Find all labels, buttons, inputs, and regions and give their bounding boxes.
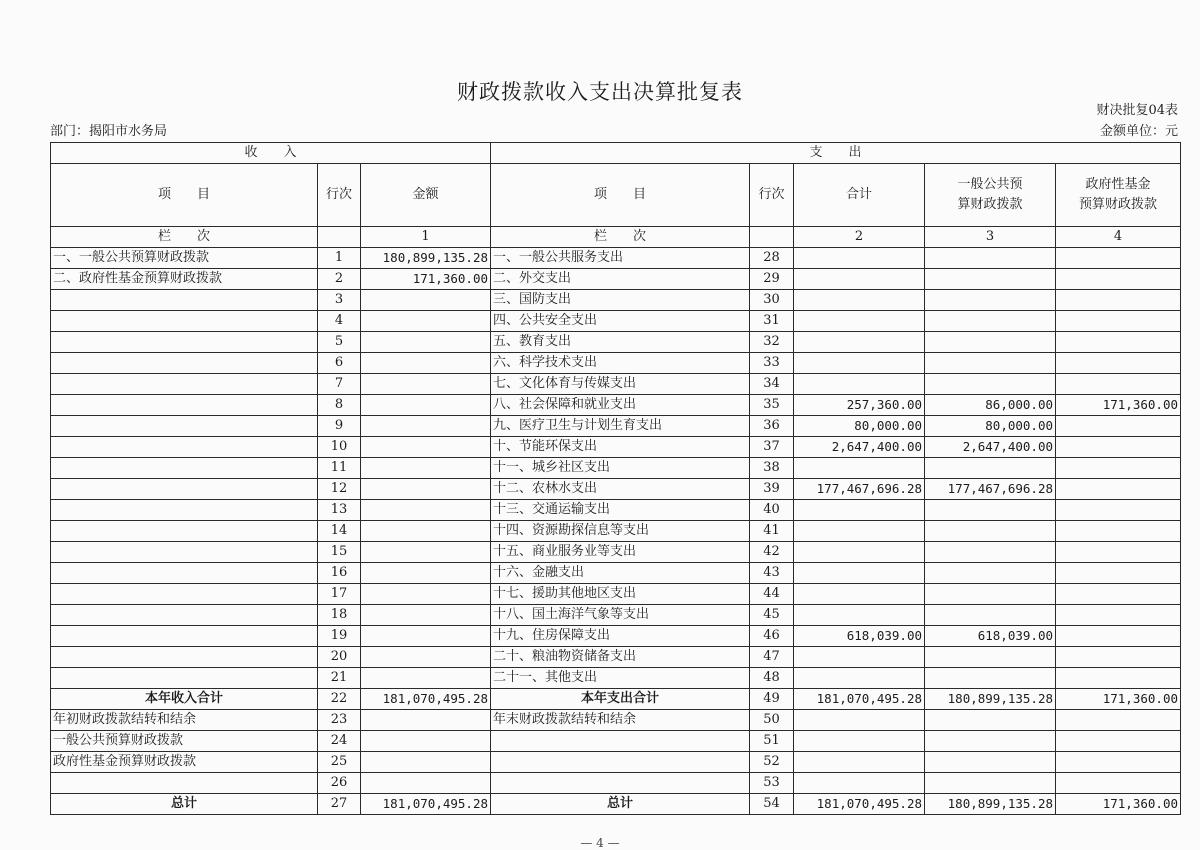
expense-item-cell: 六、科学技术支出: [491, 353, 750, 374]
expense-row-no-cell: 43: [750, 563, 794, 584]
expense-item-cell: 十五、商业服务业等支出: [491, 542, 750, 563]
expense-row-no-cell: 44: [750, 584, 794, 605]
general-budget-cell: [925, 563, 1056, 584]
expense-row-no-cell: 48: [750, 668, 794, 689]
table-row: [51, 269, 1181, 290]
expense-item-cell: 十八、国土海洋气象等支出: [491, 605, 750, 626]
page-number: — 4 —: [580, 836, 620, 850]
table-row: [51, 374, 1181, 395]
expense-total-cell: [794, 647, 925, 668]
expense-row-no-cell: 42: [750, 542, 794, 563]
expense-row-no-cell: 31: [750, 311, 794, 332]
income-col-index-blank: [318, 227, 361, 248]
expense-row-no-cell: 51: [750, 731, 794, 752]
income-item-cell: [51, 416, 318, 437]
expense-row-no-cell: 52: [750, 752, 794, 773]
fund-budget-cell: [1056, 458, 1181, 479]
income-row-no-cell: 13: [318, 500, 361, 521]
income-row-no-cell: 9: [318, 416, 361, 437]
expense-item-cell: [491, 752, 750, 773]
income-item-cell: [51, 542, 318, 563]
income-row-no-cell: 23: [318, 710, 361, 731]
section-header-row: [51, 143, 1181, 164]
general-budget-cell: [925, 668, 1056, 689]
income-amount-cell: [361, 458, 491, 479]
expense-total-cell: [794, 668, 925, 689]
page-title: 财政拨款收入支出决算批复表: [457, 80, 743, 104]
income-amount-cell: [361, 563, 491, 584]
general-budget-cell: 2,647,400.00: [925, 437, 1056, 458]
fund-budget-cell: [1056, 290, 1181, 311]
expense-total-cell: [794, 374, 925, 395]
general-budget-header: [925, 164, 1056, 227]
expense-total-cell: [794, 710, 925, 731]
income-row-no-cell: 5: [318, 332, 361, 353]
fund-budget-header-line1: 政府性基金: [1085, 177, 1151, 192]
income-item-cell: [51, 584, 318, 605]
fund-budget-cell: [1056, 542, 1181, 563]
table-row: [51, 668, 1181, 689]
income-item-header: 项 目: [51, 164, 318, 227]
general-budget-cell: [925, 374, 1056, 395]
general-budget-cell: [925, 458, 1056, 479]
col-index-3: 3: [925, 227, 1056, 248]
general-budget-cell: [925, 290, 1056, 311]
income-item-cell: [51, 395, 318, 416]
general-budget-cell: 180,899,135.28: [925, 794, 1056, 815]
income-item-cell: [51, 563, 318, 584]
expense-row-no-cell: 35: [750, 395, 794, 416]
col-index-2: 2: [794, 227, 925, 248]
expense-total-cell: 181,070,495.28: [794, 689, 925, 710]
fund-budget-cell: [1056, 605, 1181, 626]
income-row-no-cell: 1: [318, 248, 361, 269]
expense-total-cell: 257,360.00: [794, 395, 925, 416]
table-row: [51, 563, 1181, 584]
income-section-header: 收 入: [51, 143, 491, 164]
general-budget-cell: [925, 269, 1056, 290]
expense-item-cell: 二、外交支出: [491, 269, 750, 290]
general-budget-cell: [925, 605, 1056, 626]
expense-total-cell: 2,647,400.00: [794, 437, 925, 458]
general-budget-cell: [925, 773, 1056, 794]
income-item-cell: [51, 458, 318, 479]
table-row: [51, 437, 1181, 458]
expense-row-no-cell: 53: [750, 773, 794, 794]
income-row-no-cell: 6: [318, 353, 361, 374]
expense-row-no-cell: 34: [750, 374, 794, 395]
income-amount-cell: [361, 668, 491, 689]
expense-row-no-cell: 28: [750, 248, 794, 269]
expense-row-no-cell: 47: [750, 647, 794, 668]
income-item-cell: [51, 353, 318, 374]
income-amount-cell: [361, 773, 491, 794]
income-row-no-cell: 10: [318, 437, 361, 458]
general-budget-cell: [925, 710, 1056, 731]
expense-total-cell: [794, 752, 925, 773]
income-item-cell: [51, 479, 318, 500]
expense-item-header: 项 目: [491, 164, 750, 227]
expense-total-cell: [794, 521, 925, 542]
income-item-cell: [51, 332, 318, 353]
general-budget-cell: [925, 731, 1056, 752]
expense-total-cell: [794, 332, 925, 353]
fund-budget-header-line2: 预算财政拨款: [1078, 197, 1157, 212]
general-budget-cell: [925, 353, 1056, 374]
general-budget-cell: 177,467,696.28: [925, 479, 1056, 500]
general-budget-cell: 80,000.00: [925, 416, 1056, 437]
table-row: [51, 647, 1181, 668]
table-row: [51, 710, 1181, 731]
income-row-no-cell: 27: [318, 794, 361, 815]
general-budget-cell: [925, 500, 1056, 521]
income-amount-cell: [361, 416, 491, 437]
table-row: [51, 290, 1181, 311]
fund-budget-cell: 171,360.00: [1056, 395, 1181, 416]
general-budget-cell: 86,000.00: [925, 395, 1056, 416]
expense-item-cell: [491, 731, 750, 752]
table-row: [51, 416, 1181, 437]
income-item-cell: 本年收入合计: [51, 689, 318, 710]
income-amount-header: 金额: [361, 164, 491, 227]
income-amount-cell: [361, 542, 491, 563]
income-amount-cell: [361, 290, 491, 311]
expense-item-cell: 十、节能环保支出: [491, 437, 750, 458]
income-row-no-cell: 2: [318, 269, 361, 290]
income-row-no-cell: 19: [318, 626, 361, 647]
income-item-cell: [51, 668, 318, 689]
income-row-no-cell: 12: [318, 479, 361, 500]
expense-total-cell: [794, 311, 925, 332]
fund-budget-cell: [1056, 311, 1181, 332]
income-row-no-cell: 26: [318, 773, 361, 794]
expense-item-cell: 四、公共安全支出: [491, 311, 750, 332]
expense-row-no-cell: 37: [750, 437, 794, 458]
col-index-4: 4: [1056, 227, 1181, 248]
table-row: [51, 752, 1181, 773]
expense-col-index-blank: [750, 227, 794, 248]
general-budget-cell: [925, 248, 1056, 269]
fund-budget-cell: 171,360.00: [1056, 794, 1181, 815]
table-row: [51, 311, 1181, 332]
table-row: [51, 479, 1181, 500]
expense-row-no-cell: 36: [750, 416, 794, 437]
income-row-no-cell: 17: [318, 584, 361, 605]
expense-item-cell: 本年支出合计: [491, 689, 750, 710]
fund-budget-cell: [1056, 626, 1181, 647]
expense-item-cell: 八、社会保障和就业支出: [491, 395, 750, 416]
general-budget-cell: [925, 752, 1056, 773]
income-item-cell: [51, 437, 318, 458]
income-amount-cell: [361, 353, 491, 374]
expense-item-cell: 十二、农林水支出: [491, 479, 750, 500]
income-item-cell: 总计: [51, 794, 318, 815]
general-budget-header-line2: 算财政拨款: [957, 197, 1023, 212]
income-amount-cell: 181,070,495.28: [361, 794, 491, 815]
fund-budget-cell: [1056, 731, 1181, 752]
fund-budget-cell: [1056, 374, 1181, 395]
expense-item-cell: 总计: [491, 794, 750, 815]
income-item-cell: 一、一般公共预算财政拨款: [51, 248, 318, 269]
income-amount-cell: [361, 731, 491, 752]
income-item-cell: 一般公共预算财政拨款: [51, 731, 318, 752]
income-row-no-cell: 20: [318, 647, 361, 668]
form-code: 财决批复04表: [1096, 103, 1178, 118]
income-item-cell: [51, 647, 318, 668]
income-amount-cell: [361, 752, 491, 773]
income-row-no-cell: 21: [318, 668, 361, 689]
fund-budget-cell: [1056, 773, 1181, 794]
department-label: 部门：揭阳市水务局: [50, 124, 168, 139]
expense-total-cell: [794, 542, 925, 563]
income-row-no-cell: 24: [318, 731, 361, 752]
income-amount-cell: [361, 584, 491, 605]
table-row: [51, 773, 1181, 794]
income-amount-cell: [361, 395, 491, 416]
expense-row-no-cell: 45: [750, 605, 794, 626]
table-row: [51, 626, 1181, 647]
expense-item-cell: 三、国防支出: [491, 290, 750, 311]
income-amount-cell: [361, 521, 491, 542]
income-item-cell: [51, 374, 318, 395]
income-amount-cell: 171,360.00: [361, 269, 491, 290]
fund-budget-cell: [1056, 668, 1181, 689]
expense-total-cell: [794, 605, 925, 626]
expense-item-cell: 十七、援助其他地区支出: [491, 584, 750, 605]
expense-item-cell: 年末财政拨款结转和结余: [491, 710, 750, 731]
fund-budget-cell: [1056, 563, 1181, 584]
column-index-row: [51, 227, 1181, 248]
expense-total-cell: [794, 248, 925, 269]
table-row: [51, 521, 1181, 542]
income-row-no-cell: 25: [318, 752, 361, 773]
expense-row-no-cell: 50: [750, 710, 794, 731]
expense-item-cell: 十九、住房保障支出: [491, 626, 750, 647]
general-budget-cell: [925, 584, 1056, 605]
expense-item-cell: 五、教育支出: [491, 332, 750, 353]
expense-row-no-cell: 46: [750, 626, 794, 647]
expense-total-cell: 80,000.00: [794, 416, 925, 437]
fund-budget-cell: [1056, 353, 1181, 374]
column-header-row: [51, 164, 1181, 227]
fund-budget-cell: [1056, 521, 1181, 542]
fund-budget-cell: [1056, 248, 1181, 269]
table-row: [51, 689, 1181, 710]
expense-item-cell: 十三、交通运输支出: [491, 500, 750, 521]
table-row: [51, 584, 1181, 605]
expense-total-cell: [794, 773, 925, 794]
income-amount-cell: [361, 647, 491, 668]
expense-item-cell: 九、医疗卫生与计划生育支出: [491, 416, 750, 437]
income-amount-cell: 180,899,135.28: [361, 248, 491, 269]
fund-budget-cell: [1056, 437, 1181, 458]
general-budget-cell: [925, 332, 1056, 353]
expense-total-cell: [794, 269, 925, 290]
income-row-no-cell: 8: [318, 395, 361, 416]
income-amount-cell: [361, 500, 491, 521]
general-budget-cell: 180,899,135.28: [925, 689, 1056, 710]
income-item-cell: [51, 290, 318, 311]
expense-total-cell: [794, 458, 925, 479]
income-item-cell: 二、政府性基金预算财政拨款: [51, 269, 318, 290]
amount-unit-label: 金额单位：元: [1099, 124, 1178, 139]
expense-item-cell: 七、文化体育与传媒支出: [491, 374, 750, 395]
income-row-no-cell: 14: [318, 521, 361, 542]
expense-row-no-cell: 33: [750, 353, 794, 374]
expense-row-no-cell: 41: [750, 521, 794, 542]
income-item-cell: [51, 626, 318, 647]
fund-budget-cell: [1056, 479, 1181, 500]
income-row-no-header: 行次: [318, 164, 361, 227]
expense-total-cell: 177,467,696.28: [794, 479, 925, 500]
income-row-no-cell: 7: [318, 374, 361, 395]
fund-budget-cell: 171,360.00: [1056, 689, 1181, 710]
income-row-no-cell: 16: [318, 563, 361, 584]
income-item-cell: [51, 521, 318, 542]
general-budget-header-line1: 一般公共预: [957, 177, 1023, 192]
income-amount-cell: [361, 605, 491, 626]
fund-budget-cell: [1056, 584, 1181, 605]
income-row-no-cell: 3: [318, 290, 361, 311]
general-budget-cell: [925, 311, 1056, 332]
fund-budget-cell: [1056, 500, 1181, 521]
table-row: [51, 458, 1181, 479]
income-item-cell: [51, 773, 318, 794]
table-row: [51, 353, 1181, 374]
income-row-no-cell: 15: [318, 542, 361, 563]
table-row: [51, 332, 1181, 353]
table-row: [51, 605, 1181, 626]
total-header: 合计: [794, 164, 925, 227]
expense-row-no-cell: 32: [750, 332, 794, 353]
fund-budget-header: [1056, 164, 1181, 227]
table-row: [51, 731, 1181, 752]
expense-item-cell: 十六、金融支出: [491, 563, 750, 584]
income-amount-cell: [361, 479, 491, 500]
expense-row-no-cell: 30: [750, 290, 794, 311]
income-amount-cell: [361, 311, 491, 332]
table-row: [51, 542, 1181, 563]
income-item-cell: [51, 311, 318, 332]
fund-budget-cell: [1056, 752, 1181, 773]
expense-total-cell: 618,039.00: [794, 626, 925, 647]
expense-row-no-cell: 29: [750, 269, 794, 290]
general-budget-cell: [925, 647, 1056, 668]
income-amount-cell: [361, 374, 491, 395]
expense-total-cell: 181,070,495.28: [794, 794, 925, 815]
expense-item-cell: 二十一、其他支出: [491, 668, 750, 689]
income-item-cell: [51, 605, 318, 626]
income-amount-cell: [361, 332, 491, 353]
income-item-cell: 年初财政拨款结转和结余: [51, 710, 318, 731]
general-budget-cell: 618,039.00: [925, 626, 1056, 647]
income-col-label: 栏 次: [51, 227, 318, 248]
expense-row-no-cell: 39: [750, 479, 794, 500]
expense-total-cell: [794, 353, 925, 374]
expense-total-cell: [794, 290, 925, 311]
expense-row-no-cell: 54: [750, 794, 794, 815]
fund-budget-cell: [1056, 416, 1181, 437]
income-amount-cell: [361, 710, 491, 731]
expense-row-no-cell: 40: [750, 500, 794, 521]
col-index-1: 1: [361, 227, 491, 248]
income-amount-cell: 181,070,495.28: [361, 689, 491, 710]
fund-budget-cell: [1056, 710, 1181, 731]
fund-budget-cell: [1056, 269, 1181, 290]
income-amount-cell: [361, 437, 491, 458]
appropriation-table: [50, 142, 1181, 815]
expense-total-cell: [794, 731, 925, 752]
fund-budget-cell: [1056, 647, 1181, 668]
table-row: [51, 500, 1181, 521]
expense-row-no-cell: 38: [750, 458, 794, 479]
income-item-cell: 政府性基金预算财政拨款: [51, 752, 318, 773]
expense-item-cell: 二十、粮油物资储备支出: [491, 647, 750, 668]
expense-row-no-cell: 49: [750, 689, 794, 710]
income-row-no-cell: 18: [318, 605, 361, 626]
expense-total-cell: [794, 563, 925, 584]
expense-section-header: 支 出: [491, 143, 1181, 164]
income-amount-cell: [361, 626, 491, 647]
income-row-no-cell: 11: [318, 458, 361, 479]
general-budget-cell: [925, 542, 1056, 563]
income-row-no-cell: 22: [318, 689, 361, 710]
fund-budget-cell: [1056, 332, 1181, 353]
expense-item-cell: 十四、资源勘探信息等支出: [491, 521, 750, 542]
table-row: [51, 248, 1181, 269]
income-row-no-cell: 4: [318, 311, 361, 332]
expense-item-cell: 十一、城乡社区支出: [491, 458, 750, 479]
expense-row-no-header: 行次: [750, 164, 794, 227]
expense-total-cell: [794, 500, 925, 521]
general-budget-cell: [925, 521, 1056, 542]
expense-col-label: 栏 次: [491, 227, 750, 248]
expense-item-cell: [491, 773, 750, 794]
table-row: [51, 794, 1181, 815]
income-item-cell: [51, 500, 318, 521]
table-row: [51, 395, 1181, 416]
expense-total-cell: [794, 584, 925, 605]
expense-item-cell: 一、一般公共服务支出: [491, 248, 750, 269]
